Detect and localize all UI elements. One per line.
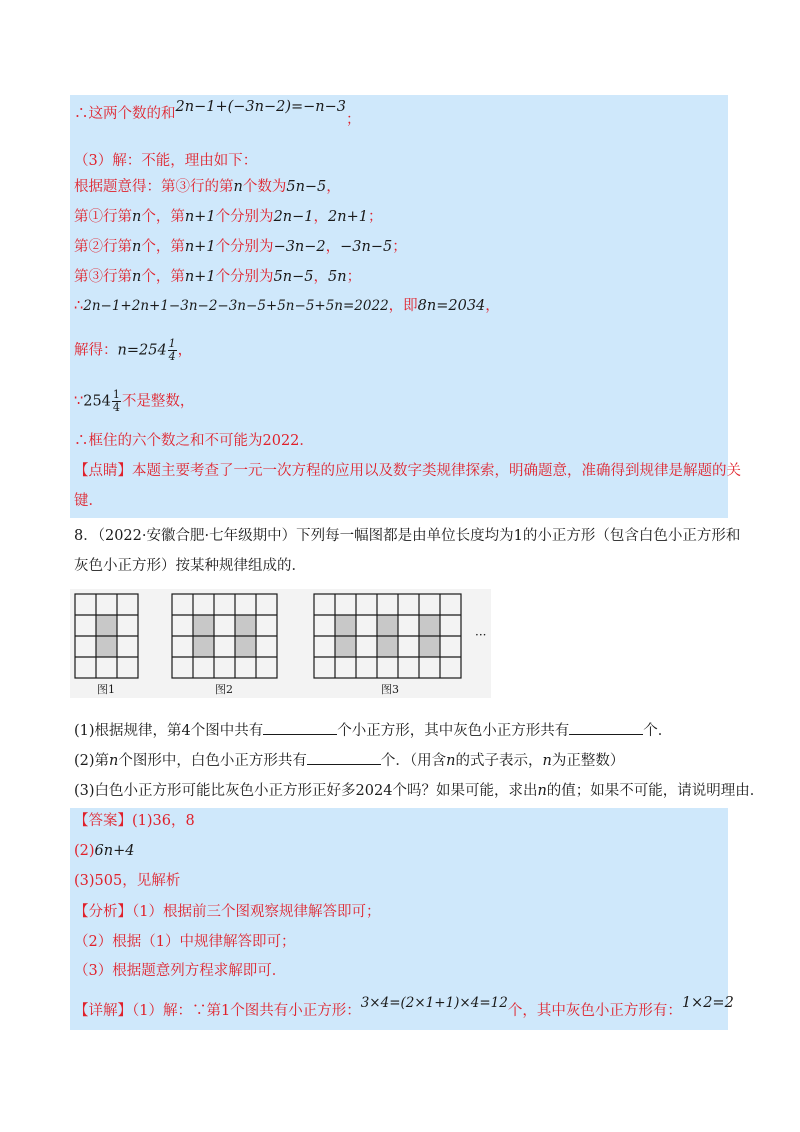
- answer-part2: (2)6n+4: [74, 843, 135, 859]
- question-part3: (3)白色小正方形可能比灰色小正方形正好多2024个吗？如果可能，求出n的值；如果不可能，请说明理由．: [74, 783, 765, 799]
- figure-2-label: 图2: [215, 683, 233, 696]
- line-remark: 【点睛】本题主要考查了一元一次方程的应用以及数字类规律探索，明确题意，准确得到规律是解题的关: [74, 463, 741, 479]
- question-8-line2: 灰色小正方形）按某种规律组成的．: [74, 558, 306, 574]
- line-sum: ∴这两个数的和2n−1+(−3n−2)=−n−3；: [74, 99, 361, 128]
- figure-3-label: 图3: [381, 683, 399, 696]
- answer-blank[interactable]: [307, 750, 381, 765]
- line-row2: 第②行第n个，第n+1个分别为−3n−2，−3n−5；: [74, 239, 407, 255]
- line-row1: 第①行第n个，第n+1个分别为2n−1，2n+1；: [74, 209, 383, 225]
- line-conclusion: ∴框住的六个数之和不可能为2022．: [74, 433, 314, 449]
- figure-1-label: 图1: [97, 683, 115, 696]
- question-part1: (1)根据规律，第4个图中共有 个小正方形，其中灰色小正方形共有 个．: [74, 720, 672, 741]
- analysis-line3: （3）根据题意列方程求解即可．: [74, 963, 287, 979]
- line-row3: 第③行第n个，第n+1个分别为5n−5，5n；: [74, 269, 362, 285]
- line-not-integer: ∵254 $\frac{1}{4}$ 不是整数，: [74, 388, 195, 414]
- question-8-line1: 8．（2022·安徽合肥·七年级期中）下列每一幅图都是由单位长度均为1的小正方形（包含白色小正方形和: [74, 528, 741, 544]
- question-part2: (2)第n个图形中，白色小正方形共有 个．（用含n的式子表示，n为正整数）: [74, 750, 624, 771]
- line-row3-nth: 根据题意得：第③行的第n个数为5n−5，: [74, 179, 341, 195]
- line-solve: 解得：n=254 $\frac{1}{4}$ ，: [74, 337, 193, 363]
- line-remark-end: 键．: [74, 493, 103, 509]
- figure-3-grid: [314, 594, 461, 678]
- grid-figures: [70, 589, 491, 698]
- analysis-line1: 【分析】（1）根据前三个图观察规律解答即可；: [74, 904, 381, 920]
- answer-blank[interactable]: [263, 720, 337, 735]
- answer-blank[interactable]: [569, 720, 643, 735]
- analysis-line2: （2）根据（1）中规律解答即可；: [74, 934, 296, 950]
- figure-panel: [70, 589, 491, 698]
- figure-2-grid: [172, 594, 277, 678]
- line-part3: （3）解：不能，理由如下：: [74, 153, 258, 169]
- ellipsis: ···: [475, 628, 487, 642]
- answer-part3: (3)505，见解析: [74, 873, 181, 889]
- detail-line: 【详解】（1）解：∵第1个图共有小正方形：3×4=(2×1+1)×4=12个，其中灰色小正方形有：1×2=2: [74, 995, 734, 1019]
- answer-line: 【答案】(1)36，8: [74, 813, 195, 829]
- figure-1-grid: [75, 594, 138, 678]
- line-equation: ∴2n−1+2n+1−3n−2−3n−5+5n−5+5n=2022，即8n=2034，: [74, 298, 500, 314]
